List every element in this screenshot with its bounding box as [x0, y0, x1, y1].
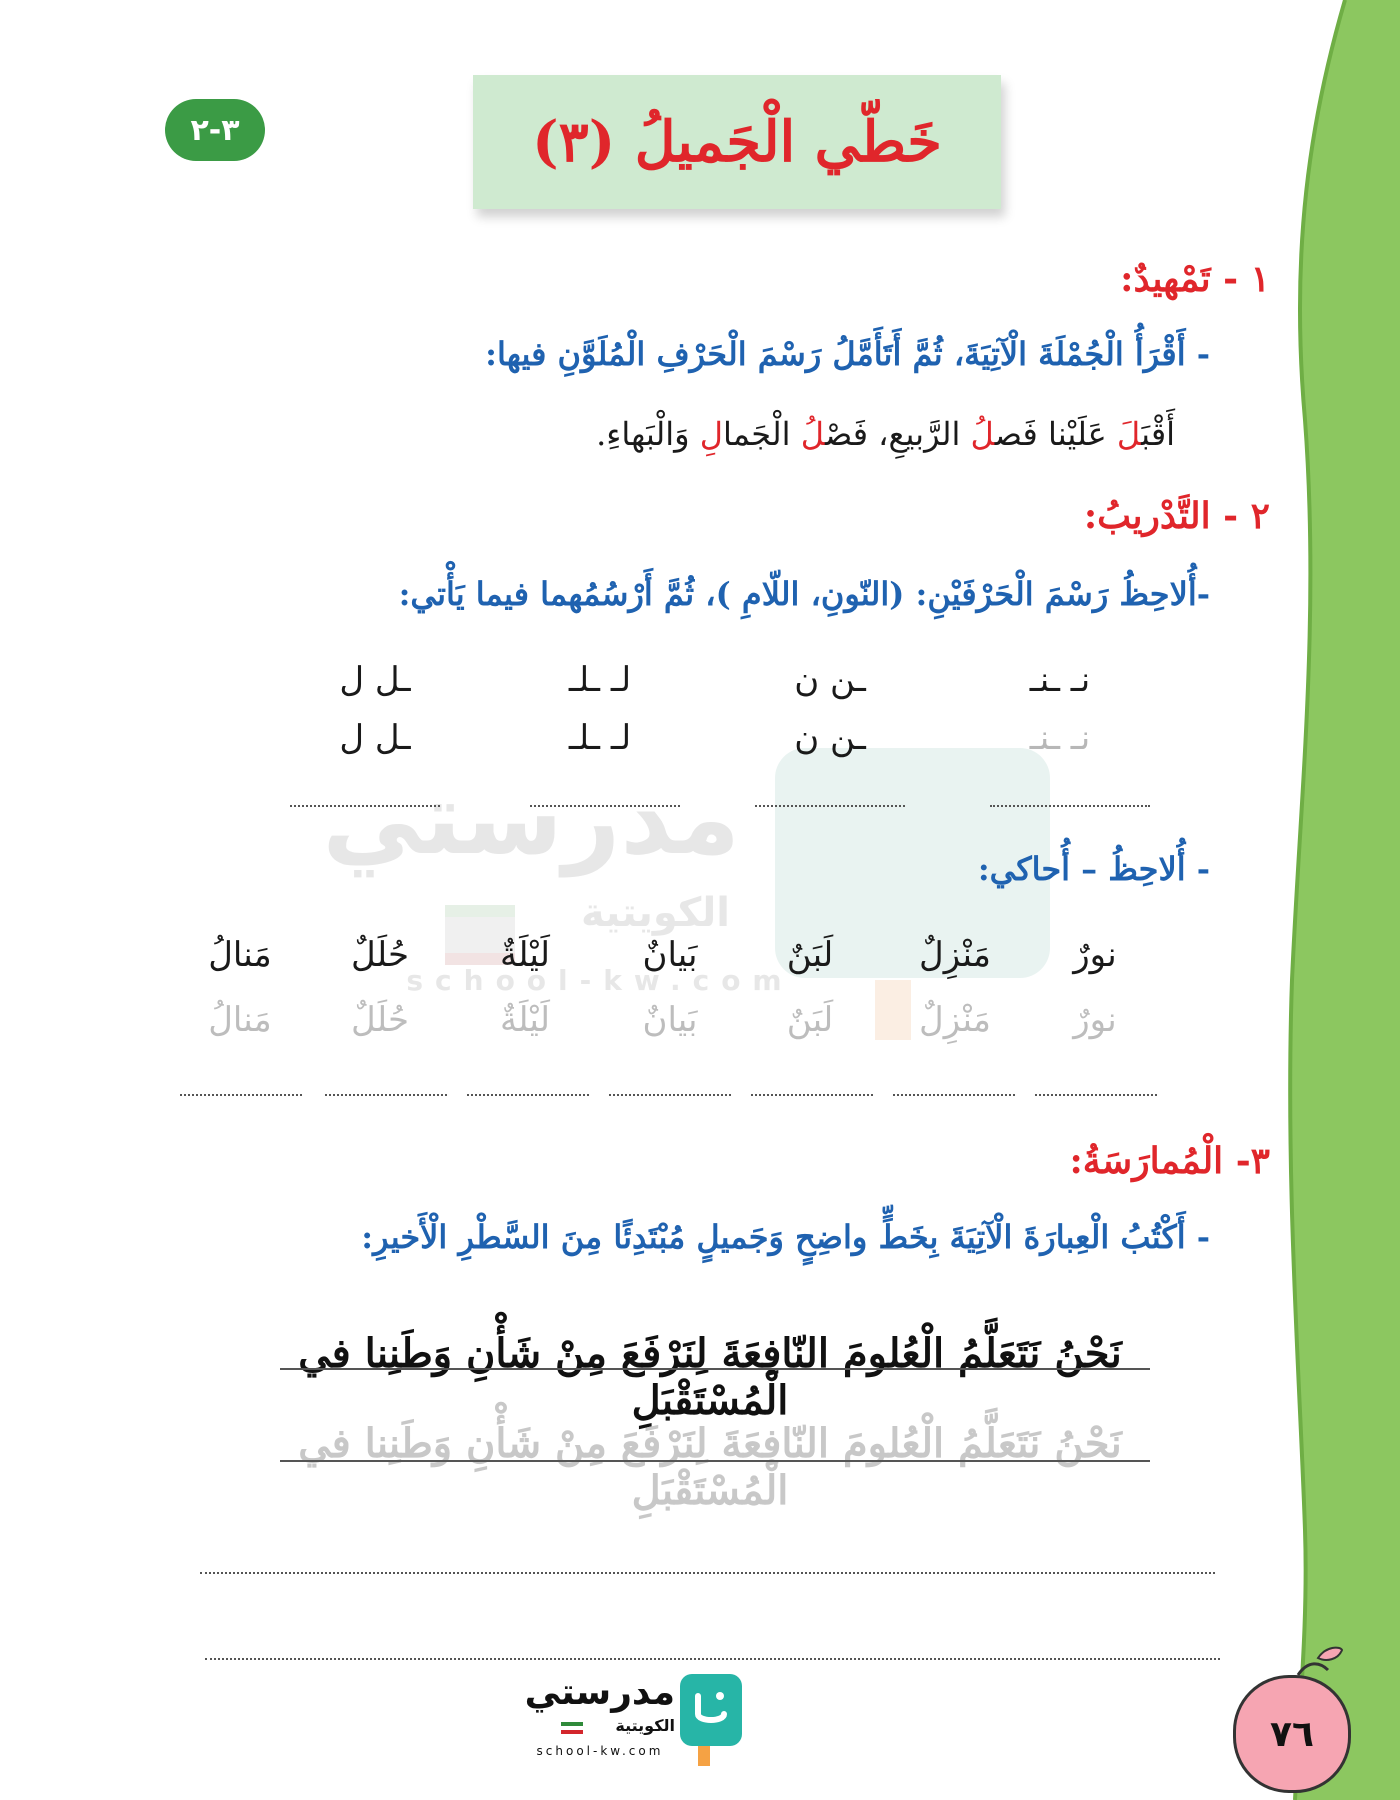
practice-word: نورٌ	[1073, 935, 1117, 975]
writing-line	[1035, 1094, 1157, 1096]
writing-line	[205, 1658, 1220, 1660]
writing-line	[755, 805, 905, 807]
sentence-part: الْجَما	[722, 415, 801, 453]
footer-logo-bookmark	[698, 1746, 710, 1766]
model-sentence: نَحْنُ نَتَعَلَّمُ الْعُلومَ النّافِعَةَ لِنَرْفَعَ مِنْ شَأْنِ وَطَنِنا في الْمُسْتَقْبَلِ	[298, 1330, 1122, 1424]
section-1-heading: ١ - تَمْهيدٌ:	[1120, 258, 1270, 300]
section-2-instruction: -أُلاحِظُ رَسْمَ الْحَرْفَيْنِ: (النّونِ، اللّامِ )، ثُمَّ أَرْسُمُهما فيما يَأْتي:	[398, 575, 1210, 613]
sentence-baseline	[280, 1368, 1150, 1370]
writing-line	[200, 1572, 1215, 1574]
writing-line	[751, 1094, 873, 1096]
section-3-heading: ٣- الْمُمارَسَةُ:	[1069, 1140, 1270, 1182]
footer-flag	[561, 1722, 583, 1734]
colored-letter: لَ	[1116, 415, 1142, 453]
writing-line	[180, 1094, 302, 1096]
page-number: ٧٦	[1233, 1675, 1351, 1793]
title-box	[473, 75, 1001, 209]
practice-word: لَيْلَةٌ	[499, 935, 551, 975]
letter-form-lam-initial-trace: لـ ـلـ	[568, 718, 632, 758]
letter-form-lam-final: ـل ل	[339, 660, 411, 700]
practice-word-trace: لَيْلَةٌ	[499, 1000, 551, 1040]
section-1-instruction: - أَقْرَأُ الْجُمْلَةَ الْآتِيَةَ، ثُمَّ أَتَأَمَّلُ رَسْمَ الْحَرْفِ الْمُلَوَّنِ فيها:	[485, 335, 1210, 373]
sentence-part: وَالْبَهاءِ.	[596, 415, 700, 453]
writing-line	[290, 805, 440, 807]
section-2-instruction-2: - أُلاحِظُ – أُحاكي:	[977, 850, 1210, 888]
practice-word-trace: لَبَنٌ	[786, 1000, 834, 1040]
letter-form-nun-final-trace: ـن ن	[794, 718, 866, 758]
sentence-baseline	[280, 1460, 1150, 1462]
writing-line	[893, 1094, 1015, 1096]
writing-line	[609, 1094, 731, 1096]
letter-form-lam-initial: لـ ـلـ	[568, 660, 632, 700]
writing-line	[990, 805, 1150, 807]
section-2-heading: ٢ - التَّدْريبُ:	[1083, 495, 1270, 537]
sentence-part: عَلَيْنا فَص	[994, 415, 1117, 453]
page-title: خَطّي الْجَميلُ (٣)	[532, 109, 942, 175]
footer-url: school-kw.com	[536, 1744, 664, 1758]
trace-sentence: نَحْنُ نَتَعَلَّمُ الْعُلومَ النّافِعَةَ لِنَرْفَعَ مِنْ شَأْنِ وَطَنِنا في الْمُسْتَقْبَلِ	[298, 1420, 1122, 1514]
colored-letter: لُ	[800, 415, 825, 453]
footer-logo-icon	[680, 1674, 742, 1746]
practice-word-trace: مَنالُ	[208, 1000, 272, 1040]
section-3-instruction: - أَكْتُبُ الْعِبارَةَ الْآتِيَةَ بِخَطٍّ واضِحٍ وَجَميلٍ مُبْتَدِئًا مِنَ السَّطْرِ الْأَخيرِ:	[361, 1218, 1210, 1256]
practice-word-trace: بَيانٌ	[642, 1000, 698, 1040]
footer-logo	[525, 1672, 755, 1772]
watermark-sub: الكويتية	[580, 890, 730, 936]
smile-icon	[680, 1674, 742, 1746]
letter-form-nun-initial-trace: نـ ـنـ	[1029, 718, 1091, 758]
colored-letter: لُ	[970, 415, 995, 453]
footer-sub: الكويتية	[615, 1716, 675, 1735]
writing-line	[467, 1094, 589, 1096]
practice-word-trace: مَنْزِلٌ	[919, 1000, 991, 1040]
footer-brand: مدرستي	[524, 1672, 675, 1713]
practice-word-trace: حُلَلٌ	[350, 1000, 410, 1040]
letter-form-nun-final: ـن ن	[794, 660, 866, 700]
colored-letter: لِ	[699, 415, 723, 453]
watermark-url: school-kw.com	[406, 964, 794, 997]
watermark-brand: مدرستي	[322, 760, 740, 877]
letter-form-nun-initial: نـ ـنـ	[1029, 660, 1091, 700]
unit-badge: ٣-٢	[165, 99, 265, 161]
practice-word: حُلَلٌ	[350, 935, 410, 975]
practice-word: مَنْزِلٌ	[919, 935, 991, 975]
practice-word: مَنالُ	[208, 935, 272, 975]
practice-word: بَيانٌ	[642, 935, 698, 975]
practice-word-trace: نورٌ	[1073, 1000, 1117, 1040]
sentence-part: الرَّبيعِ، فَصْ	[824, 415, 971, 453]
sentence-part: أَقْبَ	[1141, 415, 1175, 453]
writing-line	[325, 1094, 447, 1096]
letter-form-lam-final-trace: ـل ل	[339, 718, 411, 758]
section-1-sentence	[275, 415, 1175, 453]
practice-word: لَبَنٌ	[786, 935, 834, 975]
writing-line	[530, 805, 680, 807]
